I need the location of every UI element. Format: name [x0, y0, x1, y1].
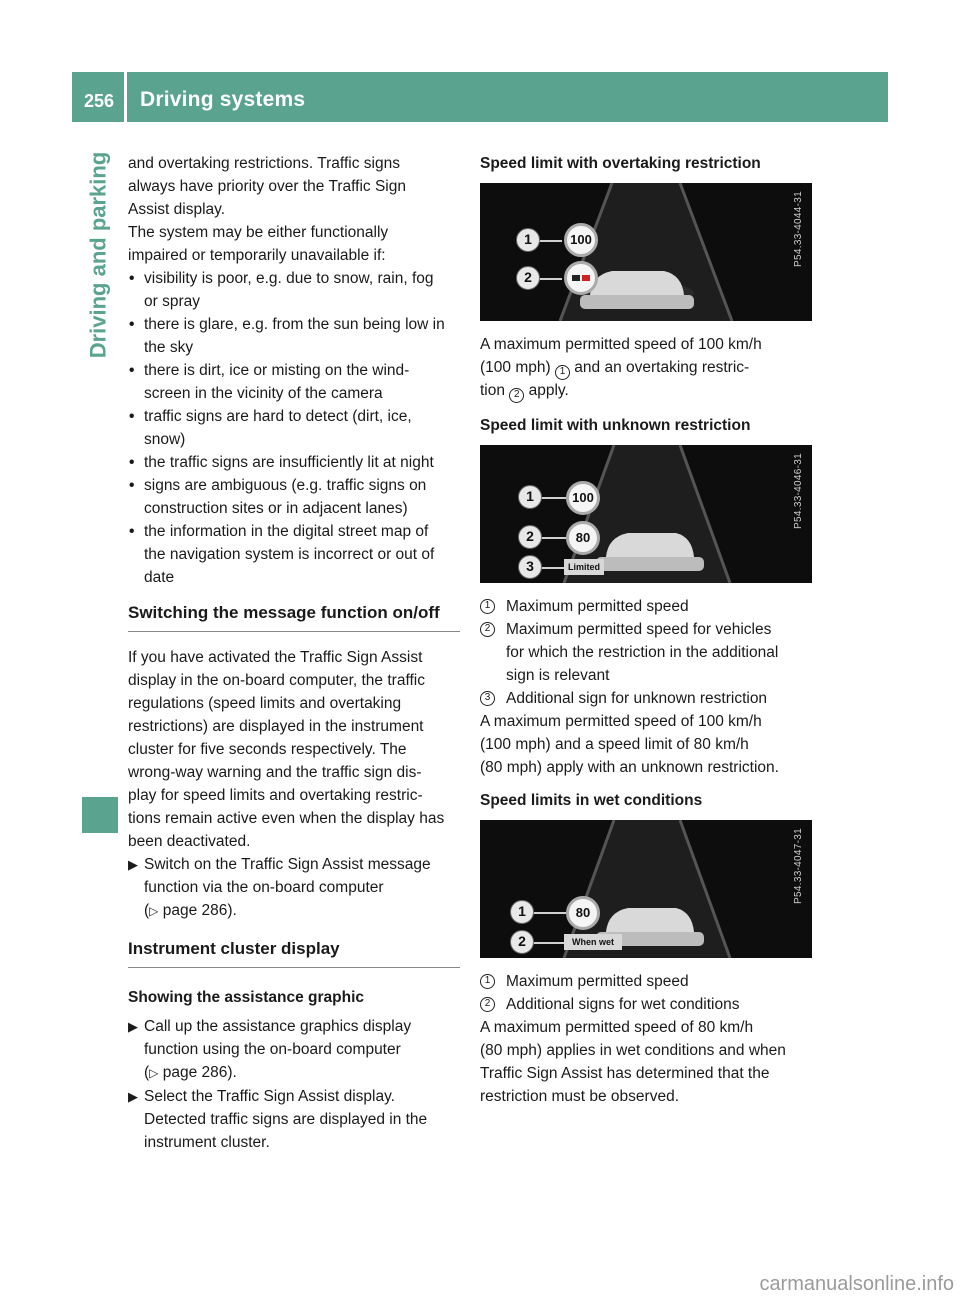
paragraph-line: tions remain active even when the display has: [128, 810, 445, 827]
figure-unknown-restriction: [480, 445, 812, 583]
section-heading-instrument-cluster: Instrument cluster display: [128, 937, 460, 968]
caption-line: restriction must be observed.: [480, 1088, 680, 1105]
legend-item: 3 Additional sign for unknown restriction: [480, 687, 812, 710]
paragraph-line: restrictions) are displayed in the instrument: [128, 718, 424, 735]
paragraph-line: wrong-way warning and the traffic sign dis-: [128, 764, 422, 781]
legend-item: 2 Additional signs for wet conditions: [480, 993, 812, 1016]
page-ref-icon: ▷: [149, 1066, 159, 1080]
instruction-step: ▶ Select the Traffic Sign Assist display. Detected traffic signs are displayed in the instrument cluster.: [128, 1085, 460, 1154]
legend-item: 1 Maximum permitted speed: [480, 970, 812, 993]
bullet-item: • there is glare, e.g. from the sun being low in the sky: [128, 313, 460, 359]
caption-line: (80 mph) apply with an unknown restriction.: [480, 759, 779, 776]
bullet-item: • there is dirt, ice or misting on the wind- screen in the vicinity of the camera: [128, 359, 460, 405]
speed-limit-sign: 80: [566, 896, 600, 930]
instruction-step: ▶ Call up the assistance graphics display function using the on-board computer (▷ page 286).: [128, 1015, 460, 1085]
caption-line: tion 2 apply.: [480, 379, 812, 402]
callout-2: 2: [518, 525, 542, 549]
caption-line: (100 mph) and a speed limit of 80 km/h: [480, 736, 749, 753]
page-ref-link[interactable]: page 286).: [162, 1064, 237, 1081]
page-ref-link[interactable]: page 286).: [162, 902, 237, 919]
speed-limit-sign: 100: [564, 223, 598, 257]
step-arrow-icon: ▶: [128, 857, 138, 872]
paragraph-line: cluster for five seconds respectively. The: [128, 741, 407, 758]
callout-1: 1: [518, 485, 542, 509]
side-tab-label: Driving and parking: [85, 151, 111, 359]
bullet-item: • visibility is poor, e.g. due to snow, rain, fog or spray: [128, 267, 460, 313]
legend-marker-1: 1: [480, 599, 495, 614]
intro-line: always have priority over the Traffic Sign: [128, 178, 406, 195]
legend-marker-1: 1: [480, 974, 495, 989]
figure-heading: Speed limits in wet conditions: [480, 792, 703, 809]
right-column: [480, 152, 812, 1108]
legend-marker-2: 2: [509, 388, 524, 403]
figure-heading: Speed limit with unknown restriction: [480, 417, 751, 434]
paragraph-line: If you have activated the Traffic Sign Assist: [128, 649, 423, 666]
section-heading-message-function: Switching the message function on/off: [128, 601, 460, 632]
left-column: [128, 152, 460, 1154]
caption-line: A maximum permitted speed of 80 km/h: [480, 1019, 754, 1036]
bullet-item: • the traffic signs are insufficiently lit at night: [128, 451, 460, 474]
legend-item: 2 Maximum permitted speed for vehicles for which the restriction in the additional sign is relevant: [480, 618, 812, 687]
paragraph-line: regulations (speed limits and overtaking: [128, 695, 402, 712]
caption-line: (100 mph) 1 and an overtaking restric-: [480, 356, 812, 379]
legend-marker-2: 2: [480, 622, 495, 637]
caption-line: A maximum permitted speed of 100 km/h: [480, 336, 762, 353]
bullet-item: • signs are ambiguous (e.g. traffic signs on construction sites or in adjacent lanes): [128, 474, 460, 520]
legend-marker-3: 3: [480, 691, 495, 706]
side-tab-marker: [82, 797, 118, 833]
figure-wet-conditions: [480, 820, 812, 958]
impaired-intro-line: The system may be either functionally: [128, 224, 389, 241]
step-arrow-icon: ▶: [128, 1019, 138, 1034]
callout-2: 2: [516, 266, 540, 290]
figure-code: P54.33-4046-31: [793, 453, 804, 529]
figure-overtaking-restriction: [480, 183, 812, 321]
caption-line: (80 mph) applies in wet conditions and when: [480, 1042, 786, 1059]
page-number: 256: [84, 91, 115, 111]
watermark: carmanualsonline.info: [759, 1273, 954, 1295]
paragraph-line: play for speed limits and overtaking restric-: [128, 787, 423, 804]
legend-item: 1 Maximum permitted speed: [480, 595, 812, 618]
page-ref-icon: ▷: [149, 904, 159, 918]
callout-3: 3: [518, 555, 542, 579]
paragraph-line: display in the on-board computer, the traffic: [128, 672, 425, 689]
subsection-heading: Showing the assistance graphic: [128, 989, 365, 1006]
bullet-item: • traffic signs are hard to detect (dirt, ice, snow): [128, 405, 460, 451]
additional-sign: Limited: [564, 559, 604, 575]
callout-1: 1: [510, 900, 534, 924]
paragraph-line: been deactivated.: [128, 833, 251, 850]
page-title: Driving systems: [140, 88, 306, 111]
additional-sign: When wet: [564, 934, 622, 950]
figure-code: P54.33-4047-31: [793, 828, 804, 904]
figure-code: P54.33-4044-31: [793, 191, 804, 267]
caption-line: A maximum permitted speed of 100 km/h: [480, 713, 762, 730]
figure-heading: Speed limit with overtaking restriction: [480, 155, 761, 172]
impaired-intro-line: impaired or temporarily unavailable if:: [128, 247, 386, 264]
speed-limit-sign: 80: [566, 521, 600, 555]
instruction-step: ▶ Switch on the Traffic Sign Assist message function via the on-board computer (▷ page 286).: [128, 853, 460, 923]
intro-line: and overtaking restrictions. Traffic signs: [128, 155, 400, 172]
bullet-item: • the information in the digital street map of the navigation system is incorrect or out of date: [128, 520, 460, 589]
road-scene-graphic: [480, 183, 812, 321]
callout-2: 2: [510, 930, 534, 954]
callout-1: 1: [516, 228, 540, 252]
speed-limit-sign: 100: [566, 481, 600, 515]
header-divider: [124, 72, 127, 122]
intro-line: Assist display.: [128, 201, 226, 218]
no-overtaking-sign-icon: [564, 261, 598, 295]
legend-marker-1: 1: [555, 365, 570, 380]
legend-marker-2: 2: [480, 997, 495, 1012]
step-arrow-icon: ▶: [128, 1089, 138, 1104]
caption-line: Traffic Sign Assist has determined that the: [480, 1065, 770, 1082]
